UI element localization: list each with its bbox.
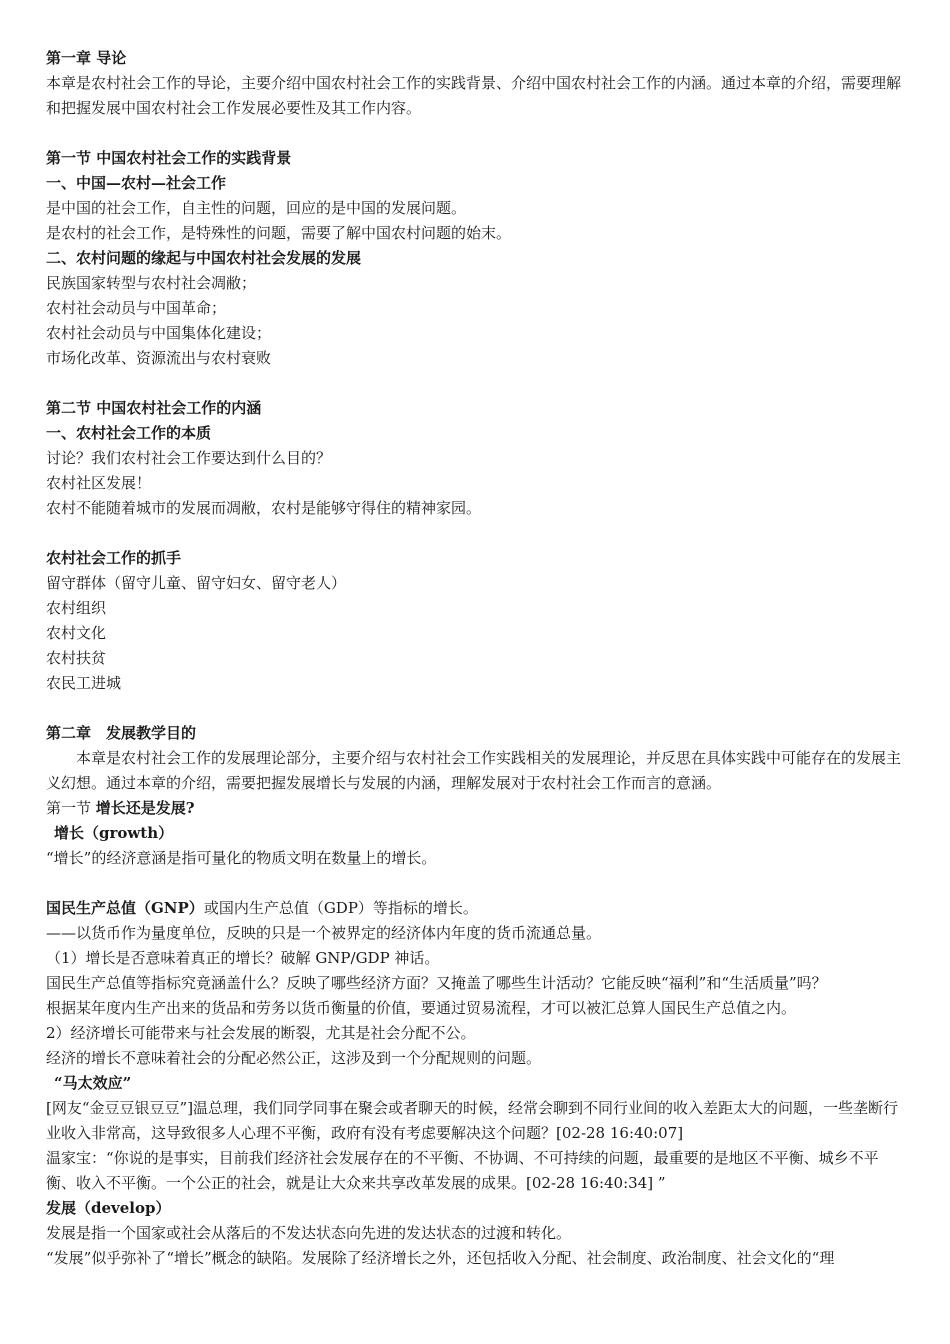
grip-list-item: 农村文化 [46, 624, 107, 642]
section1-list-item: 民族国家转型与农村社会凋敝； [46, 274, 257, 292]
grip-list-item: 农村扶贫 [46, 649, 107, 667]
section1-paragraph-2: 是农村的社会工作，是特殊性的问题，需要了解中国农村问题的始末。 [46, 224, 512, 242]
section1-title: 第一节 中国农村社会工作的实践背景 [46, 149, 292, 167]
gnp-lead-bold: 国民生产总值（GNP） [46, 899, 204, 917]
section1-subheading-2: 二、农村问题的缘起与中国农村社会发展的发展 [46, 249, 362, 267]
section1-list-item: 市场化改革、资源流出与农村衰败 [46, 349, 272, 367]
section1-paragraph-1: 是中国的社会工作，自主性的问题，回应的是中国的发展问题。 [46, 199, 467, 217]
chapter1-title: 第一章 导论 [46, 49, 127, 67]
develop-paragraph-1: 发展是指一个国家或社会从落后的不发达状态向先进的发达状态的过渡和转化。 [46, 1224, 572, 1242]
gnp-paragraph-3: 国民生产总值等指标究竟涵盖什么？反映了哪些经济方面？又掩盖了哪些生计活动？它能反映“福利”和“生活质量”吗？ [46, 974, 827, 992]
chapter2-intro: 本章是农村社会工作的发展理论部分，主要介绍与农村社会工作实践相关的发展理论，并反思在具体实践中可能存在的发展主义幻想。通过本章的介绍，需要把握发展增长与发展的内涵，理解发展对于农村社会工作而言的意涵。 [46, 749, 902, 792]
gnp-lead [46, 896, 906, 921]
gnp-paragraph-2: （1）增长是否意味着真正的增长？破解 GNP/GDP 神话。 [46, 949, 440, 967]
chapter2-section1-title: 增长还是发展? [95, 799, 195, 817]
quote-wen-jiabao: 温家宝：“你说的是事实，目前我们经济社会发展存在的不平衡、不协调、不可持续的问题，最重要的是地区不平衡、城乡不平衡、收入不平衡。一个公正的社会，就是让大众来共享改革发展的成果。[02-28 16:40:34] ” [46, 1149, 879, 1192]
section2-paragraph-3: 农村不能随着城市的发展而凋敝，农村是能够守得住的精神家园。 [46, 499, 482, 517]
growth-definition: “增长”的经济意涵是指可量化的物质文明在数量上的增长。 [46, 849, 437, 867]
chapter2-section1-prefix: 第一节 [46, 799, 96, 817]
grip-list-item: 农民工进城 [46, 674, 122, 692]
chapter1-intro: 本章是农村社会工作的导论，主要介绍中国农村社会工作的实践背景、介绍中国农村社会工作的内涵。通过本章的介绍，需要理解和把握发展中国农村社会工作发展必要性及其工作内容。 [46, 74, 902, 117]
chapter2-title: 第二章 发展教学目的 [46, 724, 197, 742]
section2-subheading-1: 一、农村社会工作的本质 [46, 424, 212, 442]
section1-list-item: 农村社会动员与中国革命； [46, 299, 227, 317]
grip-list-item: 留守群体（留守儿童、留守妇女、留守老人） [46, 574, 347, 592]
matthew-effect-heading: “马太效应” [54, 1074, 132, 1092]
section2-paragraph-1: 讨论？我们农村社会工作要达到什么目的？ [46, 449, 332, 467]
grip-list-item: 农村组织 [46, 599, 107, 617]
gnp-paragraph-5: 2）经济增长可能带来与社会发展的断裂，尤其是社会分配不公。 [46, 1024, 476, 1042]
gnp-paragraph-1: ——以货币作为量度单位，反映的只是一个被界定的经济体内年度的货币流通总量。 [46, 924, 602, 942]
section2-paragraph-2: 农村社区发展！ [46, 474, 152, 492]
section1-subheading-1: 一、中国—农村—社会工作 [46, 174, 227, 192]
gnp-lead-rest: 或国内生产总值（GDP）等指标的增长。 [203, 899, 478, 917]
grip-title: 农村社会工作的抓手 [46, 549, 182, 567]
gnp-paragraph-6: 经济的增长不意味着社会的分配必然公正，这涉及到一个分配规则的问题。 [46, 1049, 542, 1067]
gnp-paragraph-4: 根据某年度内生产出来的货品和劳务以货币衡量的价值，要通过贸易流程，才可以被汇总算人国民生产总值之内。 [46, 999, 797, 1017]
chapter2-section1-heading [46, 796, 906, 821]
section2-title: 第二节 中国农村社会工作的内涵 [46, 399, 262, 417]
quote-netizen: [网友“金豆豆银豆豆”]温总理，我们同学同事在聚会或者聊天的时候，经常会聊到不同行业间的收入差距太大的问题，一些垄断行业收入非常高，这导致很多人心理不平衡，政府有没有考虑要解决这个问题？[02-28 16:40:07] [46, 1099, 899, 1142]
develop-title: 发展（develop） [46, 1199, 171, 1217]
section1-list-item: 农村社会动员与中国集体化建设； [46, 324, 272, 342]
growth-title: 增长（growth） [54, 824, 174, 842]
develop-paragraph-2: “发展”似乎弥补了“增长”概念的缺陷。发展除了经济增长之外，还包括收入分配、社会制度、政治制度、社会文化的“理 [46, 1249, 835, 1267]
